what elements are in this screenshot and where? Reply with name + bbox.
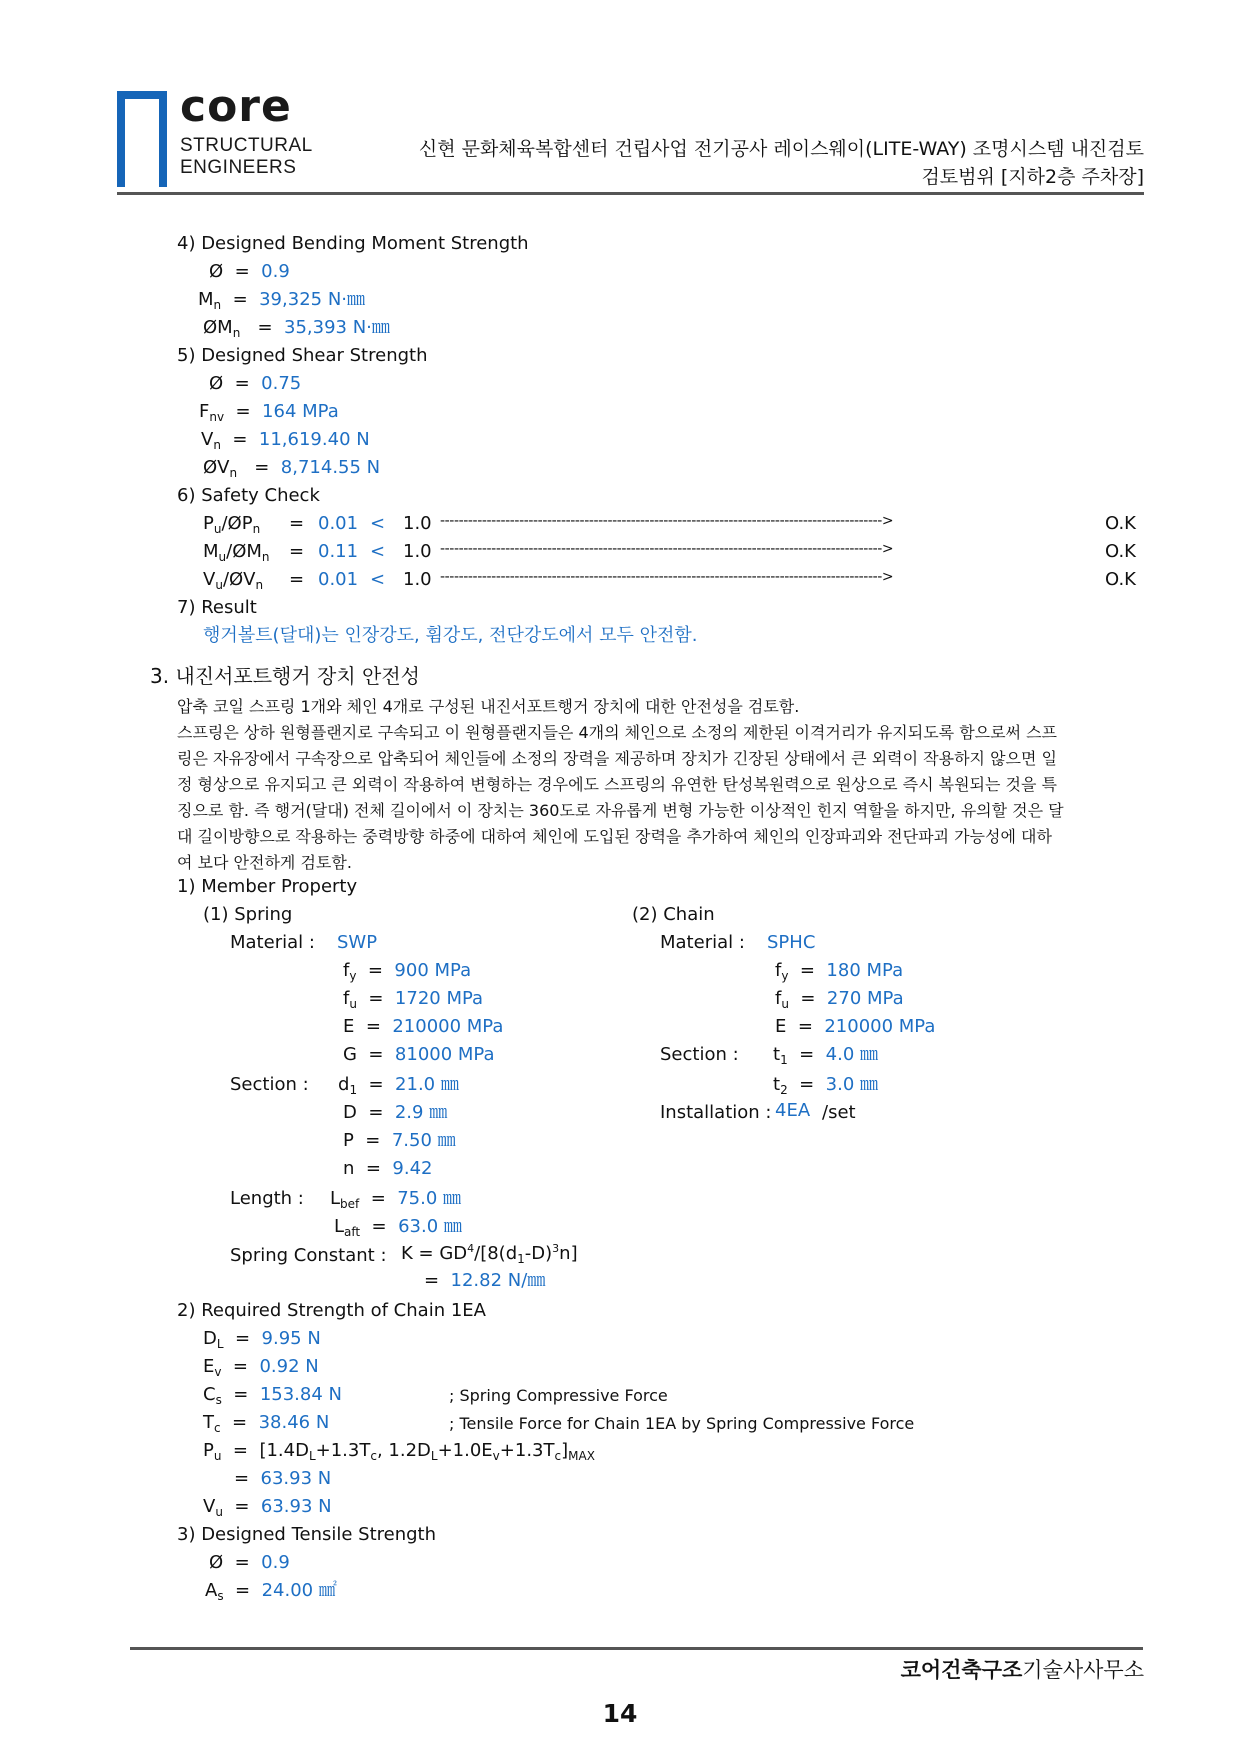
- shear-fnv-value: 164 MPa: [262, 401, 339, 422]
- spring-lbef-value: 75.0 ㎜: [397, 1188, 462, 1209]
- t2-symbol: t: [773, 1074, 781, 1095]
- phivn-subscript: n: [229, 466, 238, 480]
- d-symbol: D: [343, 1102, 357, 1123]
- paragraph-line: 스프링은 상하 원형플랜지로 구속되고 이 원형플랜지들은 4개의 체인으로 소정의 제한된 이격거리가 유지되도록 함으로써 스프: [177, 723, 1058, 742]
- spring-constant-value-row: = 12.82 N/㎜: [424, 1270, 546, 1291]
- tc-symbol: T: [203, 1412, 214, 1433]
- cs-symbol: C: [203, 1384, 216, 1405]
- n-symbol: n: [343, 1158, 355, 1179]
- ratio-den-sub: n: [252, 522, 261, 536]
- logo-line-1: STRUCTURAL: [180, 135, 313, 156]
- spring-d1-value: 21.0 ㎜: [395, 1074, 459, 1095]
- formula-sup: 4: [467, 1242, 475, 1255]
- formula-sup: 3: [552, 1242, 560, 1255]
- spring-length-label: Length :: [230, 1188, 304, 1209]
- ratio-den: /ØV: [222, 569, 256, 590]
- safety-ratio-label: [203, 569, 263, 592]
- safety-less-than: [370, 569, 385, 591]
- safety-less-than: [370, 541, 385, 563]
- chain-installation-label: Installation :: [660, 1102, 772, 1123]
- formula-part: , 1.2D: [376, 1440, 431, 1461]
- spring-e-value: 210000 MPa: [392, 1016, 504, 1037]
- spring-d-row: D = 2.9 ㎜: [343, 1102, 448, 1123]
- e-symbol: E: [775, 1016, 787, 1037]
- chain-fy-row: $f_y = 180$ MPa: [775, 960, 904, 983]
- limit: 1.0: [403, 569, 432, 590]
- safety-heading: 6) Safety Check: [177, 485, 320, 506]
- spring-fu-value: 1720 MPa: [394, 988, 484, 1009]
- fnv-symbol: F: [199, 401, 210, 422]
- safety-leader-arrow: [440, 513, 1085, 530]
- tensile-phi-row: Ø = 0.9: [209, 1552, 290, 1573]
- chain-fy-value: 180 MPa: [826, 960, 904, 981]
- formula-part: +1.3T: [499, 1440, 555, 1461]
- laft-symbol: L: [334, 1216, 345, 1237]
- p-symbol: P: [343, 1130, 354, 1151]
- safety-ratio-label: [203, 541, 270, 564]
- ratio-num: P: [203, 513, 214, 534]
- fy-symbol: f: [343, 960, 350, 981]
- logo-mark-icon: [117, 91, 167, 187]
- mn-symbol: M: [198, 289, 214, 310]
- spring-material: SWP: [337, 932, 378, 953]
- document-scope: 검토범위 [지하2층 주차장]: [921, 166, 1144, 188]
- spring-lbef-row: $L_{bef} = 75.0$ ㎜: [330, 1188, 462, 1211]
- tensile-heading: 3) Designed Tensile Strength: [177, 1524, 437, 1545]
- required-pu-value-row: = 63.93 N: [234, 1468, 332, 1489]
- shear-phi-row: Ø = 0.75: [209, 373, 302, 394]
- document-title: 신현 문화체육복합센터 건립사업 전기공사 레이스웨이(LITE-WAY) 조명시스템 내진검토: [418, 138, 1144, 160]
- ratio-value: 0.01: [318, 569, 359, 590]
- spring-n-value: 9.42: [392, 1158, 433, 1179]
- fnv-subscript: nv: [209, 410, 225, 424]
- spring-fy-row: $f_y = 900$ MPa: [343, 960, 472, 983]
- spring-laft-row: $L_{aft} = 63.0$ ㎜: [334, 1216, 462, 1239]
- logo-word: core: [180, 81, 292, 132]
- safety-ok-status: [1105, 513, 1136, 535]
- section-3-intro-block: [177, 694, 1131, 876]
- spring-g-value: 81000 MPa: [394, 1044, 495, 1065]
- spring-d-value: 2.9 ㎜: [394, 1102, 448, 1123]
- tensile-as-value: 24.00 ㎟: [261, 1580, 337, 1601]
- office-name: [901, 1658, 1144, 1683]
- dl-symbol: D: [203, 1328, 217, 1349]
- ratio-den-sub: n: [255, 578, 264, 592]
- spring-e-row: E = 210000 MPa: [343, 1016, 504, 1037]
- bending-heading: 4) Designed Bending Moment Strength: [177, 233, 529, 254]
- phi-symbol: Ø: [209, 261, 224, 282]
- d1-symbol: d: [338, 1074, 350, 1095]
- pu-symbol: P: [203, 1440, 214, 1461]
- vu-subscript: u: [215, 1505, 223, 1519]
- ev-symbol: E: [203, 1356, 215, 1377]
- chain-label: (2) Chain: [632, 904, 715, 925]
- logo-line-2: ENGINEERS: [180, 157, 297, 178]
- fu-subscript: u: [349, 997, 357, 1011]
- ratio-den: /ØM: [226, 541, 262, 562]
- safety-limit: [403, 513, 432, 535]
- chain-material-label: Material :: [660, 932, 745, 953]
- formula-part: ]: [561, 1440, 569, 1461]
- chain-t1-row: $t_1 = 4.0$ ㎜: [773, 1044, 879, 1067]
- paragraph-line: 정 형상으로 유지되고 큰 외력이 작용하여 변형하는 경우에도 스프링의 유연한 탄성복원력으로 원상으로 즉시 복원되는 것을 특: [177, 775, 1058, 794]
- ratio-num-sub: u: [218, 550, 227, 564]
- formula-part: -D): [524, 1243, 553, 1264]
- formula-sub: MAX: [568, 1449, 595, 1463]
- fy-subscript: y: [781, 969, 789, 983]
- required-vu-row: $V_u = 63.93$ N: [203, 1496, 332, 1519]
- company-logo: [117, 81, 313, 191]
- vn-subscript: n: [213, 438, 221, 452]
- phi-symbol: Ø: [209, 373, 224, 394]
- as-subscript: s: [217, 1589, 224, 1603]
- required-dl-value: 9.95 N: [261, 1328, 321, 1349]
- shear-phivn-value: 8,714.55 N: [280, 457, 381, 478]
- spring-fu-row: $f_u = 1720$ MPa: [343, 988, 484, 1011]
- chain-e-value: 210000 MPa: [824, 1016, 936, 1037]
- bending-phimn-value: 35,393 N·㎜: [284, 317, 390, 338]
- ok: O.K: [1105, 513, 1136, 534]
- t1-subscript: 1: [780, 1053, 788, 1067]
- safety-ratio-value: [318, 513, 358, 535]
- spring-laft-value: 63.0 ㎜: [398, 1216, 462, 1237]
- ratio-den-sub: n: [261, 550, 270, 564]
- chain-t1-value: 4.0 ㎜: [825, 1044, 879, 1065]
- laft-subscript: aft: [344, 1225, 361, 1239]
- spring-constant-formula: [401, 1242, 578, 1266]
- section-3-title: 3. 내진서포트행거 장치 안전성: [150, 664, 420, 688]
- office-name-bold: 코어건축구조: [900, 1658, 1023, 1682]
- tensile-phi-value: 0.9: [261, 1552, 290, 1573]
- ratio-den: /ØP: [221, 513, 253, 534]
- vu-symbol: V: [203, 1496, 216, 1517]
- spring-material-label: Material :: [230, 932, 315, 953]
- ratio-num: V: [203, 569, 216, 590]
- chain-fu-row: $f_u = 270$ MPa: [775, 988, 904, 1011]
- fu-subscript: u: [781, 997, 789, 1011]
- d1-subscript: 1: [349, 1083, 358, 1097]
- formula-sub: 1: [517, 1252, 525, 1266]
- formula-part: /[8(d: [474, 1243, 518, 1264]
- spring-p-value: 7.50 ㎜: [391, 1130, 456, 1151]
- t2-subscript: 2: [780, 1083, 788, 1097]
- ev-subscript: v: [214, 1365, 222, 1379]
- shear-phivn-row: $ØV_n = 8,714.55$ N: [203, 457, 381, 480]
- phimn-subscript: n: [232, 326, 241, 340]
- less-than: <: [370, 569, 386, 590]
- fy-subscript: y: [349, 969, 357, 983]
- safety-ok-status: [1105, 541, 1136, 563]
- safety-limit: [403, 541, 432, 563]
- spring-constant-label: Spring Constant :: [230, 1245, 387, 1266]
- footer-divider: [130, 1647, 1143, 1650]
- chain-e-row: E = 210000 MPa: [775, 1016, 936, 1037]
- required-vu-value: 63.93 N: [260, 1496, 332, 1517]
- tc-subscript: c: [214, 1421, 221, 1435]
- formula-sub: c: [370, 1449, 377, 1463]
- formula-sub: L: [308, 1449, 316, 1463]
- page-number: 14: [602, 1699, 638, 1728]
- paragraph-line: 여 보다 안전하게 검토함.: [177, 853, 352, 872]
- chain-material: SPHC: [767, 932, 816, 953]
- shear-fnv-row: $F_{nv} = 164$ MPa: [199, 401, 339, 424]
- limit: 1.0: [403, 513, 432, 534]
- mn-subscript: n: [213, 298, 222, 312]
- required-tc-value: 38.46 N: [258, 1412, 330, 1433]
- required-heading: 2) Required Strength of Chain 1EA: [177, 1300, 486, 1321]
- pu-subscript: u: [213, 1449, 222, 1463]
- safety-ratio-label: [203, 513, 260, 536]
- required-cs-value: 153.84 N: [259, 1384, 342, 1405]
- formula-part: +1.0E: [437, 1440, 493, 1461]
- spring-fy-value: 900 MPa: [394, 960, 472, 981]
- formula-sub: v: [492, 1449, 500, 1463]
- tensile-as-row: $A_s = 24.00$ ㎟: [205, 1580, 337, 1603]
- formula-sub: L: [430, 1449, 438, 1463]
- vn-symbol: V: [201, 429, 214, 450]
- safety-limit: [403, 569, 432, 591]
- bending-mn-row: $M_n = 39,325$ N·㎜: [198, 289, 365, 312]
- spring-g-row: G = 81000 MPa: [343, 1044, 495, 1065]
- bending-phi-row: Ø = 0.9: [209, 261, 290, 282]
- arrow: ----------------------------------------------------------------------------------------------->: [440, 513, 894, 529]
- safety-equals: =: [289, 513, 305, 534]
- spring-n-row: n = 9.42: [343, 1158, 433, 1179]
- office-name-rest: 기술사사무소: [1022, 1658, 1144, 1682]
- arrow: ----------------------------------------------------------------------------------------------->: [440, 541, 894, 557]
- paragraph-line: 징으로 함. 즉 행거(달대) 전체 길이에서 이 장치는 360도로 자유롭게 변형 가능한 이상적인 힌지 역할을 하지만, 유의할 것은 달: [177, 801, 1064, 820]
- phivn-symbol: ØV: [203, 457, 230, 478]
- ratio-num-sub: u: [213, 522, 222, 536]
- ratio-num: M: [203, 541, 219, 562]
- spring-constant-value: 12.82 N/㎜: [450, 1270, 546, 1291]
- ok: O.K: [1105, 569, 1136, 590]
- required-ev-value: 0.92 N: [259, 1356, 319, 1377]
- cs-subscript: s: [215, 1393, 222, 1407]
- result-text: 행거볼트(달대)는 인장강도, 휨강도, 전단강도에서 모두 안전함.: [203, 625, 698, 646]
- spring-p-row: P = 7.50 ㎜: [343, 1130, 456, 1151]
- header-divider: [117, 192, 1144, 195]
- dl-subscript: L: [216, 1337, 224, 1351]
- spring-section-label: Section :: [230, 1074, 309, 1095]
- chain-installation-unit: /set: [822, 1102, 856, 1123]
- less-than: <: [370, 513, 386, 534]
- chain-installation-value: 4EA: [775, 1100, 811, 1121]
- bending-mn-value: 39,325 N·㎜: [259, 289, 365, 310]
- ratio-num-sub: u: [215, 578, 223, 592]
- result-heading: 7) Result: [177, 597, 257, 618]
- required-pu-formula-row: $P_u = [1.4D_L+1.3T_c$, $1.2D_L+1.0E_v+1.3T_c]_{MAX}$: [203, 1440, 595, 1463]
- fu-symbol: f: [775, 988, 782, 1009]
- bending-phi-value: 0.9: [261, 261, 290, 282]
- chain-fu-value: 270 MPa: [826, 988, 904, 1009]
- limit: 1.0: [403, 541, 432, 562]
- t1-symbol: t: [773, 1044, 781, 1065]
- required-ev-row: $E_v = 0.92$ N: [203, 1356, 319, 1379]
- section-3-intro: 압축 코일 스프링 1개와 체인 4개로 구성된 내진서포트행거 장치에 대한 안전성을 검토함.: [177, 697, 800, 716]
- safety-ratio-value: [318, 541, 358, 563]
- paragraph-line: 링은 자유장에서 구속장으로 압축되어 체인들에 소정의 장력을 제공하며 장치가 긴장된 상태에서 큰 외력이 작용하지 않으면 일: [177, 749, 1058, 768]
- shear-phi-value: 0.75: [261, 373, 302, 394]
- lbef-subscript: bef: [340, 1197, 360, 1211]
- required-cs-row: $C_s = 153.84$ N: [203, 1384, 342, 1407]
- required-tc-note: ; Tensile Force for Chain 1EA by Spring Compressive Force: [449, 1414, 915, 1433]
- fy-symbol: f: [775, 960, 782, 981]
- as-symbol: A: [205, 1580, 218, 1601]
- member-heading: 1) Member Property: [177, 876, 358, 897]
- ratio-value: 0.01: [318, 513, 359, 534]
- formula-part: [1.4D: [259, 1440, 309, 1461]
- safety-ratio-value: [318, 569, 358, 591]
- ok: O.K: [1105, 541, 1136, 562]
- less-than: <: [370, 541, 386, 562]
- paragraph-line: 대 길이방향으로 작용하는 중력방향 하중에 대하여 체인에 도입된 장력을 추가하여 체인의 인장파괴와 전단파괴 가능성에 대하: [177, 827, 1052, 846]
- safety-equals: =: [289, 569, 305, 590]
- formula-sub: c: [554, 1449, 562, 1463]
- chain-t2-value: 3.0 ㎜: [825, 1074, 879, 1095]
- required-tc-row: $T_c = 38.46$ N: [203, 1412, 330, 1435]
- formula-part: +1.3T: [315, 1440, 371, 1461]
- spring-label: (1) Spring: [203, 904, 293, 925]
- shear-heading: 5) Designed Shear Strength: [177, 345, 428, 366]
- phi-symbol: Ø: [209, 1552, 224, 1573]
- chain-t2-row: $t_2 = 3.0$ ㎜: [773, 1074, 879, 1097]
- fu-symbol: f: [343, 988, 350, 1009]
- lbef-symbol: L: [330, 1188, 341, 1209]
- bending-phimn-row: $ØM_n = 35,393$ N·㎜: [203, 317, 390, 340]
- formula-part: n]: [559, 1243, 578, 1264]
- safety-leader-arrow: [440, 569, 1085, 586]
- required-dl-row: $D_L = 9.95$ N: [203, 1328, 321, 1351]
- phimn-symbol: ØM: [203, 317, 233, 338]
- safety-less-than: [370, 513, 385, 535]
- required-pu-value: 63.93 N: [260, 1468, 332, 1489]
- safety-ok-status: [1105, 569, 1136, 591]
- shear-vn-value: 11,619.40 N: [258, 429, 370, 450]
- g-symbol: G: [343, 1044, 357, 1065]
- shear-vn-row: $V_n = 11,619.40$ N: [201, 429, 370, 452]
- safety-equals: =: [289, 541, 305, 562]
- chain-section-label: Section :: [660, 1044, 739, 1065]
- ratio-value: 0.11: [318, 541, 359, 562]
- arrow: ----------------------------------------------------------------------------------------------->: [440, 569, 894, 585]
- formula-part: K = GD: [401, 1243, 468, 1264]
- safety-leader-arrow: [440, 541, 1085, 558]
- spring-d1-row: $d_1 = 21.0$ ㎜: [338, 1074, 459, 1097]
- e-symbol: E: [343, 1016, 355, 1037]
- required-cs-note: ; Spring Compressive Force: [449, 1386, 668, 1405]
